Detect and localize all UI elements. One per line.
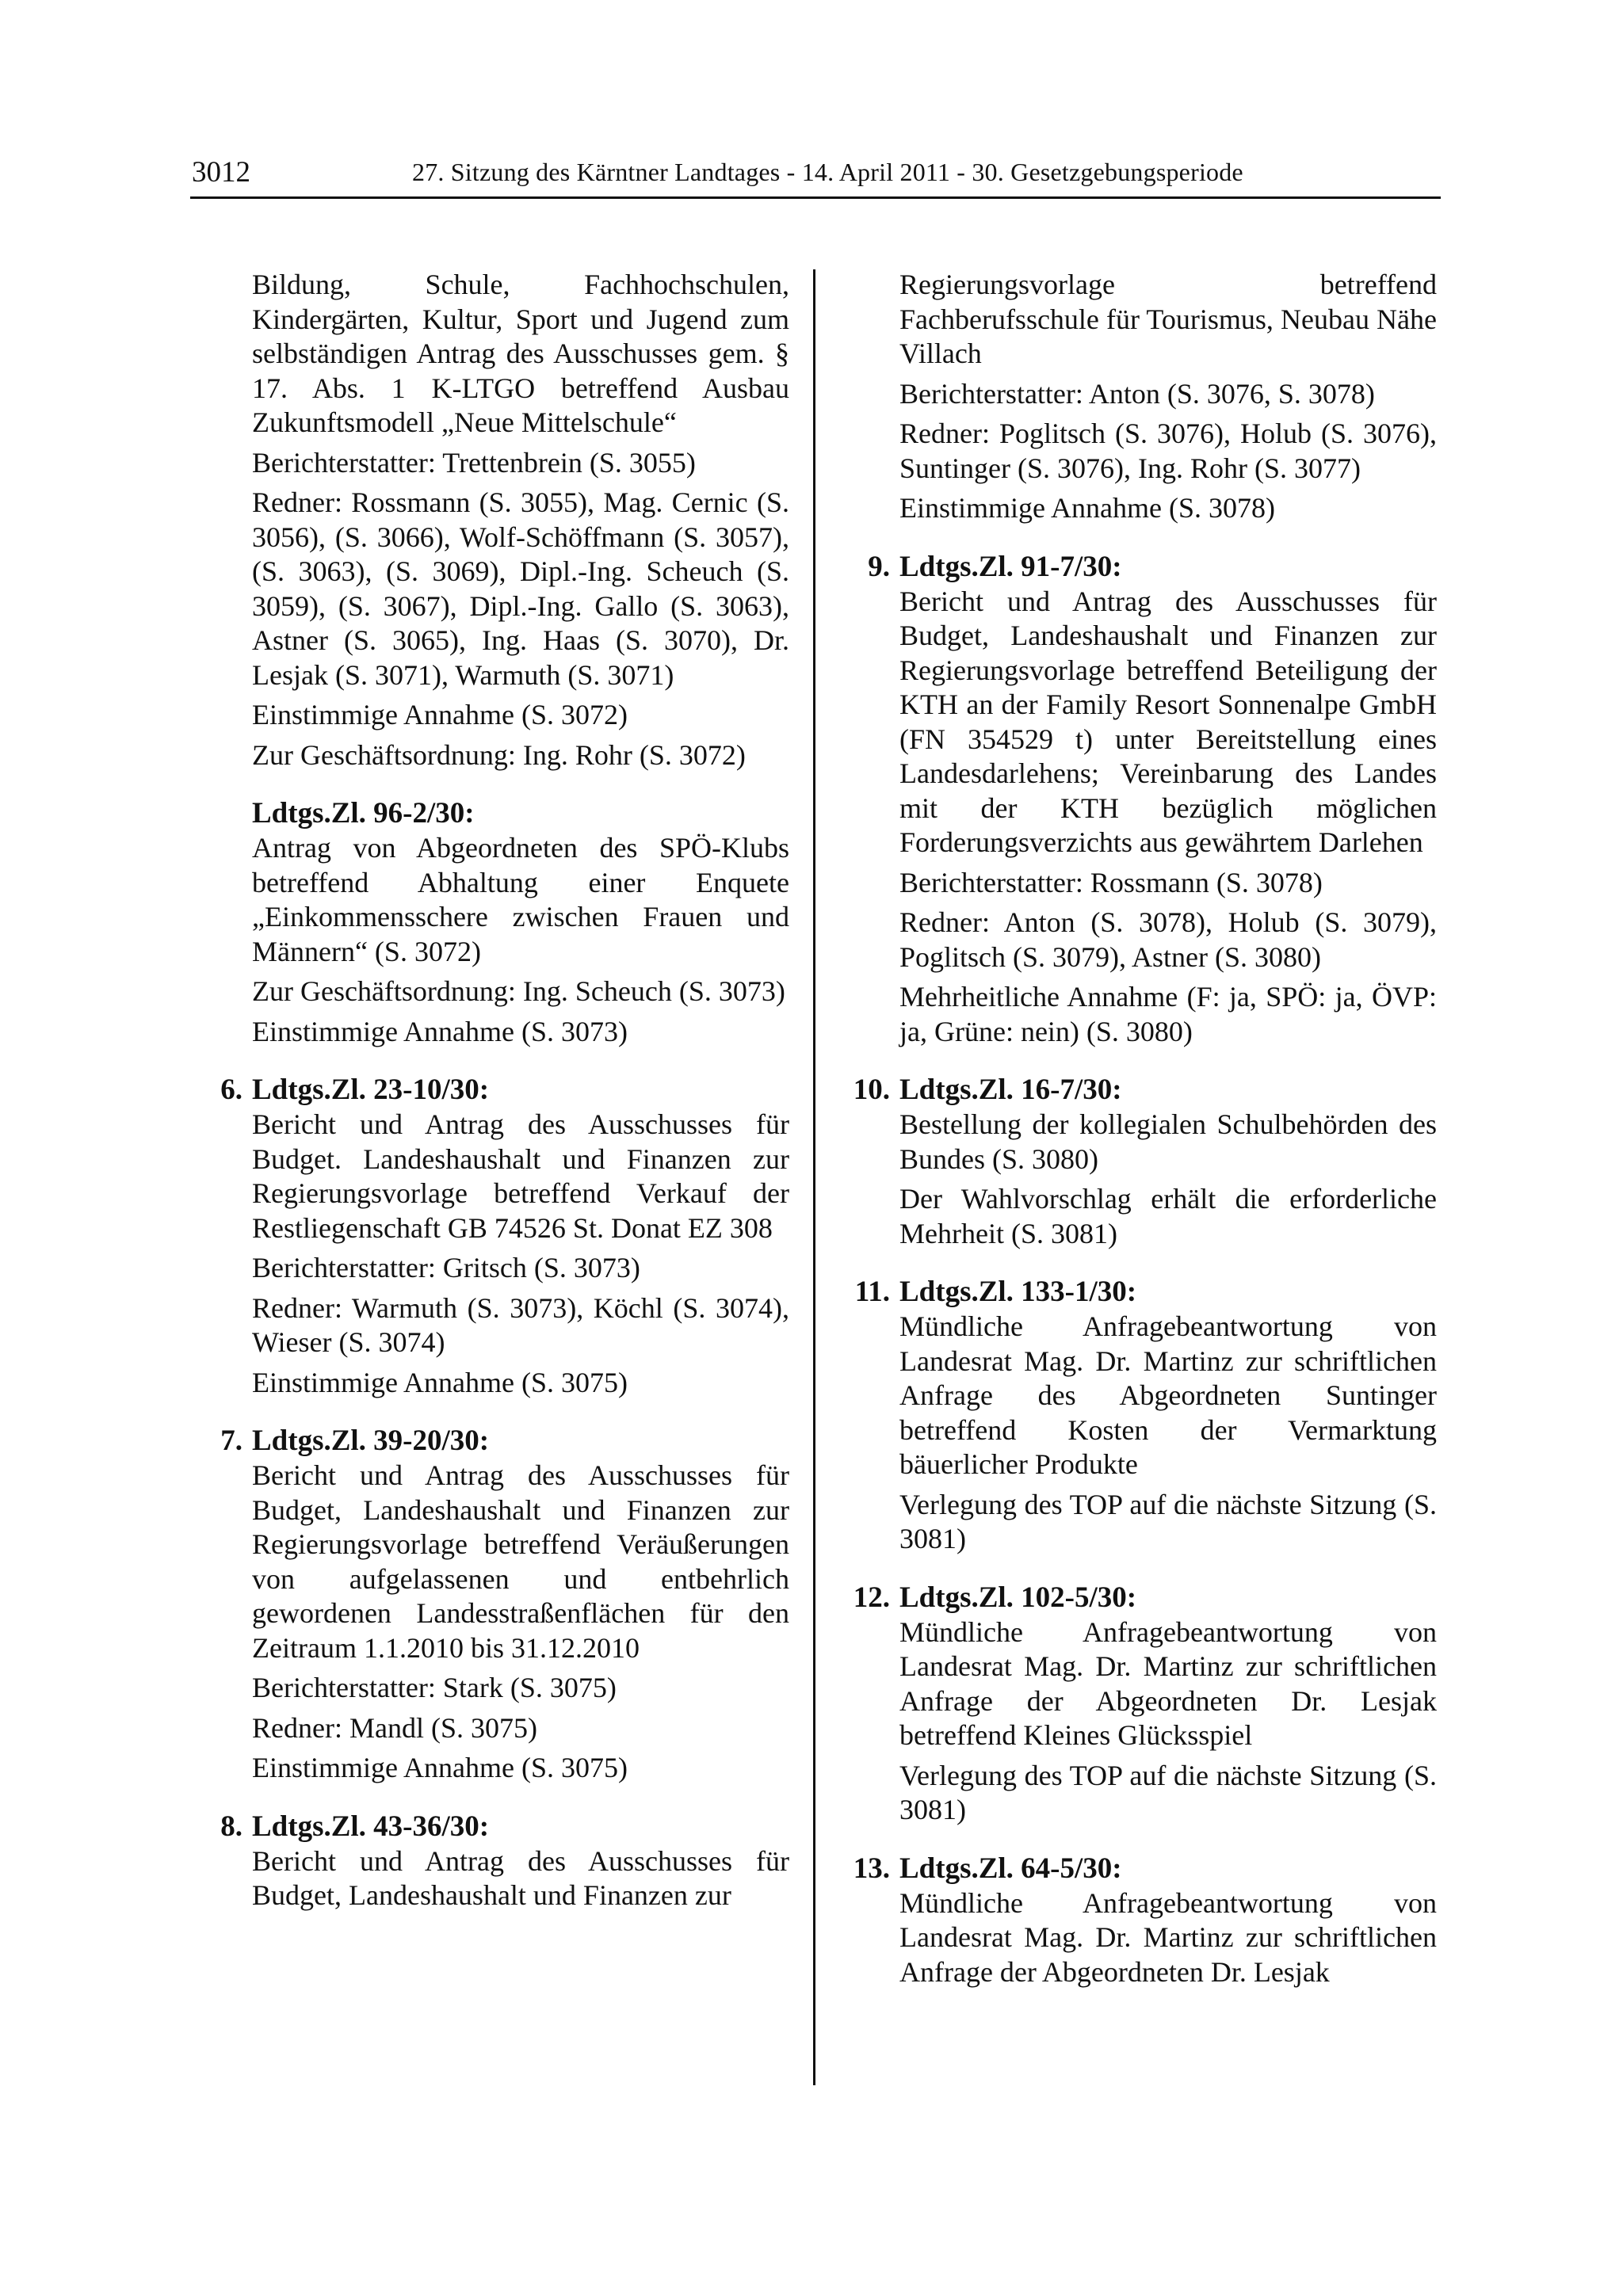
- entry-line: Redner: Anton (S. 3078), Holub (S. 3079), Poglitsch (S. 3079), Astner (S. 3080): [899, 906, 1437, 973]
- agenda-entry: [220, 1424, 789, 1786]
- agenda-entry: [854, 1275, 1437, 1557]
- entry-line: Einstimmige Annahme (S. 3075): [252, 1752, 628, 1783]
- entry-line: Redner: Warmuth (S. 3073), Köchl (S. 3074), Wieser (S. 3074): [252, 1291, 789, 1358]
- agenda-entry: [220, 1073, 789, 1400]
- entry-line: Redner: Mandl (S. 3075): [252, 1711, 537, 1744]
- continued-entry: [899, 268, 1437, 526]
- entry-text: Regierungsvorlage betreffend Fachberufsschule für Tourismus, Neubau Nähe Villach: [899, 269, 1437, 369]
- entry-text: Mündliche Anfragebeantwortung von Landesrat Mag. Dr. Martinz zur schriftlichen Anfrage der Abgeordneten Dr. Lesjak betreffend Kleines Glücksspiel: [899, 1615, 1437, 1751]
- entry-text: Bericht und Antrag des Ausschusses für Budget. Landeshaushalt und Finanzen zur Regierungsvorlage betreffend Verkauf der Restliegenschaft GB 74526 St. Donat EZ 308: [252, 1108, 789, 1244]
- entry-line: Berichterstatter: Rossmann (S. 3078): [899, 866, 1323, 898]
- entry-number: 12.: [853, 1581, 890, 1614]
- entry-number: 11.: [854, 1276, 890, 1308]
- agenda-entry: [252, 796, 789, 1049]
- entry-line: Redner: Rossmann (S. 3055), Mag. Cernic (S. 3056), (S. 3066), Wolf-Schöffmann (S. 3057), (S. 3063), (S. 3069), Dipl.-Ing. Scheuch (S. 3059), (S. 3067), Dipl.-Ing. Gallo (S. 3063), Astner (S. 3065), Ing. Haas (S. 3070), Dr. Lesjak (S. 3071), Warmuth (S. 3071): [252, 486, 789, 691]
- header-rule: [190, 196, 1441, 199]
- entry-text: Bericht und Antrag des Ausschusses für Budget, Landeshaushalt und Finanzen zur: [252, 1844, 789, 1911]
- entry-text: Bericht und Antrag des Ausschusses für Budget, Landeshaushalt und Finanzen zur Regierungsvorlage betreffend Veräußerungen von aufgelassenen und entbehrlich gewordenen Landesstraßenflächen für den Zeitraum 1.1.2010 bis 31.12.2010: [252, 1459, 789, 1664]
- agenda-entry: [853, 1073, 1437, 1251]
- left-column: [220, 268, 789, 1913]
- entry-line: Verlegung des TOP auf die nächste Sitzung (S. 3081): [899, 1488, 1437, 1554]
- entry-heading: 11. Ldtgs.Zl. 133-1/30:: [899, 1275, 1437, 1310]
- entry-heading: 10. Ldtgs.Zl. 16-7/30:: [899, 1073, 1437, 1108]
- agenda-entry: [853, 1852, 1437, 1990]
- entry-line: Einstimmige Annahme (S. 3073): [252, 1015, 628, 1047]
- entry-line: Der Wahlvorschlag erhält die erforderliche Mehrheit (S. 3081): [899, 1183, 1437, 1249]
- agenda-entry: [220, 1810, 789, 1913]
- entry-line: Redner: Poglitsch (S. 3076), Holub (S. 3076), Suntinger (S. 3076), Ing. Rohr (S. 3077): [899, 418, 1437, 484]
- entry-text: Mündliche Anfragebeantwortung von Landesrat Mag. Dr. Martinz zur schriftlichen Anfrage der Abgeordneten Dr. Lesjak: [899, 1886, 1437, 1988]
- entry-line: Berichterstatter: Anton (S. 3076, S. 3078): [899, 377, 1375, 410]
- entry-heading: 6. Ldtgs.Zl. 23-10/30:: [252, 1073, 789, 1108]
- entry-text: Bestellung der kollegialen Schulbehörden des Bundes (S. 3080): [899, 1108, 1437, 1175]
- entry-heading: 9. Ldtgs.Zl. 91-7/30:: [899, 550, 1437, 585]
- agenda-entry: [868, 550, 1437, 1050]
- entry-text: Bildung, Schule, Fachhochschulen, Kindergärten, Kultur, Sport und Jugend zum selbständigen Antrag des Ausschusses gem. § 17. Abs. 1 K-LTGO betreffend Ausbau Zukunftsmodell „Neue Mittelschule“: [252, 269, 789, 438]
- entry-number: 7.: [220, 1425, 242, 1457]
- entry-line: Einstimmige Annahme (S. 3072): [252, 699, 628, 730]
- entry-heading: 13. Ldtgs.Zl. 64-5/30:: [899, 1852, 1437, 1886]
- page-number: 3012: [192, 156, 250, 189]
- entry-heading: Ldtgs.Zl. 96-2/30:: [252, 797, 475, 830]
- continued-entry: [252, 268, 789, 772]
- entry-line: Berichterstatter: Stark (S. 3075): [252, 1672, 617, 1703]
- entry-heading: 7. Ldtgs.Zl. 39-20/30:: [252, 1424, 789, 1459]
- entry-heading: 12. Ldtgs.Zl. 102-5/30:: [899, 1581, 1437, 1615]
- entry-line: Zur Geschäftsordnung: Ing. Scheuch (S. 3073): [252, 975, 785, 1007]
- entry-line: Zur Geschäftsordnung: Ing. Rohr (S. 3072): [252, 738, 746, 771]
- entry-number: 10.: [853, 1074, 890, 1106]
- column-divider: [813, 269, 815, 2085]
- entry-number: 6.: [220, 1074, 242, 1106]
- running-header: [190, 155, 1441, 193]
- header-title: 27. Sitzung des Kärntner Landtages - 14. April 2011 - 30. Gesetzgebungsperiode: [412, 158, 1243, 186]
- entry-number: 8.: [220, 1810, 242, 1843]
- entry-text: Bericht und Antrag des Ausschusses für Budget, Landeshaushalt und Finanzen zur Regierungsvorlage betreffend Beteiligung der KTH an der Family Resort Sonnenalpe GmbH (FN 354529 t) unter Bereitstellung eines Landesdarlehens; Vereinbarung des Landes mit der KTH bezüglich möglichen Forderungsverzichts aus gewährtem Darlehen: [899, 585, 1437, 858]
- entry-line: Berichterstatter: Trettenbrein (S. 3055): [252, 446, 696, 479]
- entry-line: Mehrheitliche Annahme (F: ja, SPÖ: ja, ÖVP: ja, Grüne: nein) (S. 3080): [899, 981, 1437, 1047]
- entry-line: Berichterstatter: Gritsch (S. 3073): [252, 1252, 640, 1283]
- entry-line: Einstimmige Annahme (S. 3075): [252, 1366, 628, 1398]
- agenda-entry: [853, 1581, 1437, 1828]
- entry-heading: 8. Ldtgs.Zl. 43-36/30:: [252, 1810, 789, 1844]
- entry-line: Einstimmige Annahme (S. 3078): [899, 492, 1275, 524]
- entry-text: Mündliche Anfragebeantwortung von Landesrat Mag. Dr. Martinz zur schriftlichen Anfrage des Abgeordneten Suntinger betreffend Kosten der Vermarktung bäuerlicher Produkte: [899, 1310, 1437, 1480]
- entry-line: Verlegung des TOP auf die nächste Sitzung (S. 3081): [899, 1759, 1437, 1825]
- entry-number: 13.: [853, 1852, 890, 1885]
- right-column: [853, 268, 1437, 1989]
- entry-text: Antrag von Abgeordneten des SPÖ-Klubs betreffend Abhaltung einer Enquete „Einkommensschere zwischen Frauen und Männern“ (S. 3072): [252, 832, 789, 967]
- entry-number: 9.: [868, 550, 890, 583]
